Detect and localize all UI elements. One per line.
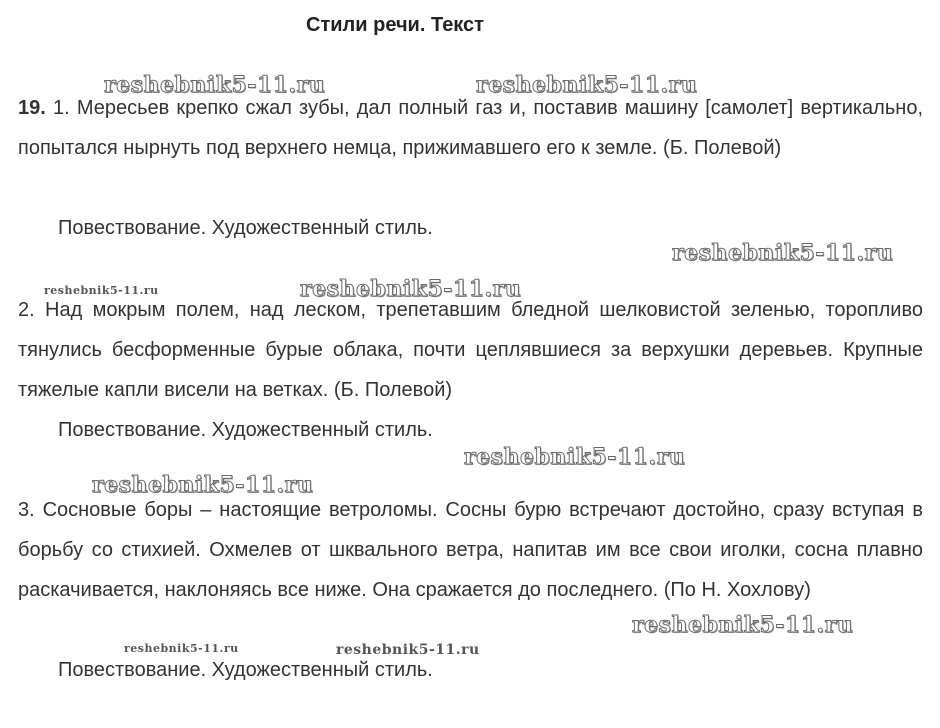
exercise-paragraph-2: 2. Над мокрым полем, над леском, трепетавшим бледной шелковистой зеленью, торопливо тянулись бесформенные бурые облака, почти цеплявшиеся за верхушки деревьев. Крупные тяжелые капли висели на ветках. (Б. Полевой) [18, 299, 923, 401]
watermark: reshebnik5-11.ru [44, 284, 159, 297]
paragraph-text: 1. Мересьев крепко сжал зубы, дал полный газ и, поставив машину [самолет] вертикально, попытался нырнуть под верхнего немца, прижимавшего его к земле. (Б. Полевой) [18, 97, 923, 159]
exercise-paragraph-3: 3. Сосновые боры – настоящие ветроломы. Сосны бурю встречают достойно, сразу вступая в борьбу со стихией. Охмелев от шквального ветра, напитав им все свои иголки, сосна плавно раскачивается, наклоняясь все ниже. Она сражается до последнего. (По Н. Хохлову) [18, 499, 923, 601]
watermark: reshebnik5-11.ru [300, 276, 522, 302]
watermark: reshebnik5-11.ru [632, 612, 854, 638]
watermark: reshebnik5-11.ru [476, 72, 698, 98]
exercise-number: 19. [18, 97, 46, 119]
watermark: reshebnik5-11.ru [104, 72, 326, 98]
exercise-paragraph-1 [18, 88, 923, 168]
answer-3: Повествование. Художественный стиль. [58, 659, 433, 681]
watermark: reshebnik5-11.ru [464, 444, 686, 470]
watermark: reshebnik5-11.ru [672, 240, 894, 266]
watermark: reshebnik5-11.ru [336, 642, 480, 658]
page-title: Стили речи. Текст [306, 14, 484, 36]
answer-1: Повествование. Художественный стиль. [58, 217, 433, 239]
watermark: reshebnik5-11.ru [92, 472, 314, 498]
answer-2: Повествование. Художественный стиль. [58, 419, 433, 441]
watermark: reshebnik5-11.ru [124, 642, 239, 655]
